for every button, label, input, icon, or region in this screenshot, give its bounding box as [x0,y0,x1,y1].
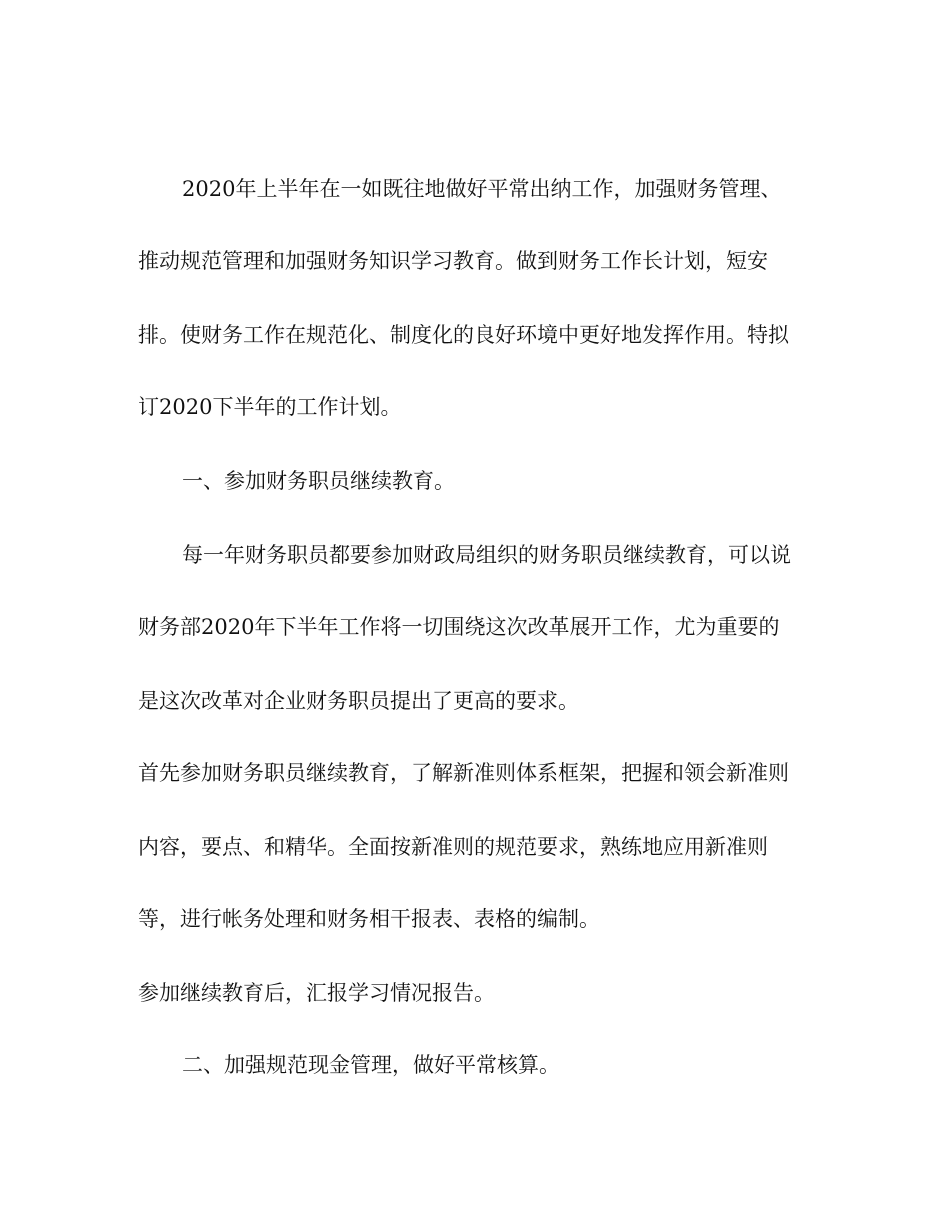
paragraph-intro-line-3: 排。使财务工作在规范化、制度化的良好环境中更好地发挥作用。特拟 [138,323,789,347]
paragraph-report: 参加继续教育后，汇报学习情况报告。 [138,981,495,1005]
paragraph-intro-line-4: 订2020下半年的工作计划。 [138,395,402,419]
section-heading-2: 二、加强规范现金管理，做好平常核算。 [182,1053,560,1077]
paragraph-education-line-2: 财务部2020年下半年工作将一切围绕这次改革展开工作，尤为重要的 [138,615,780,639]
paragraph-first-line-1: 首先参加财务职员继续教育，了解新准则体系框架，把握和领会新准则 [138,761,789,785]
paragraph-first-line-3: 等，进行帐务处理和财务相干报表、表格的编制。 [138,907,600,931]
paragraph-intro-line-2: 推动规范管理和加强财务知识学习教育。做到财务工作长计划，短安 [138,249,768,273]
paragraph-education-line-3: 是这次改革对企业财务职员提出了更高的要求。 [138,689,579,713]
section-heading-1: 一、参加财务职员继续教育。 [182,469,455,493]
paragraph-first-line-2: 内容，要点、和精华。全面按新准则的规范要求，熟练地应用新准则 [138,835,768,859]
paragraph-intro-line-1: 2020年上半年在一如既往地做好平常出纳工作，加强财务管理、 [182,177,782,201]
paragraph-education-line-1: 每一年财务职员都要参加财政局组织的财务职员继续教育，可以说 [182,543,791,567]
